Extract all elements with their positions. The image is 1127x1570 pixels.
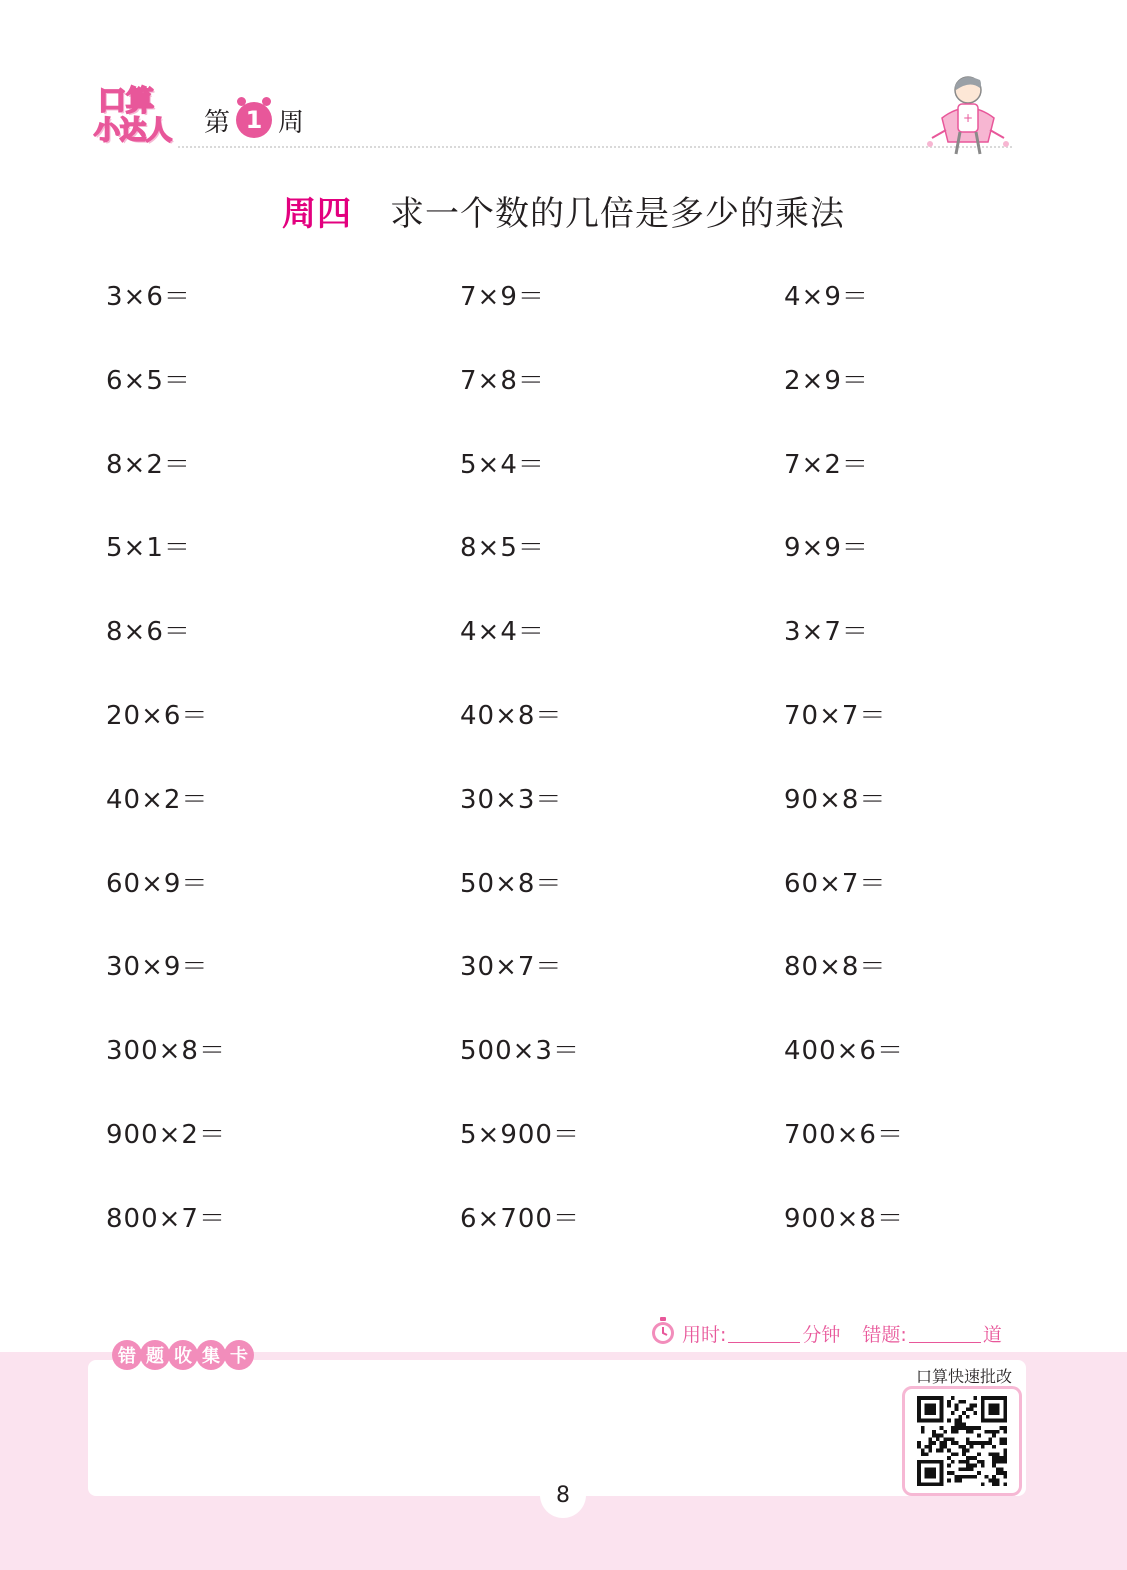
problem-item: 40×8＝ bbox=[460, 701, 563, 731]
problem-item: 8×2＝ bbox=[106, 450, 191, 480]
week-prefix: 第 bbox=[204, 107, 231, 138]
errors-blank[interactable] bbox=[909, 1324, 981, 1343]
problem-item: 7×2＝ bbox=[784, 450, 869, 480]
week-suffix: 周 bbox=[278, 107, 305, 138]
problem-item: 6×5＝ bbox=[106, 366, 191, 396]
problem-item: 20×6＝ bbox=[106, 701, 209, 731]
collect-char: 错 bbox=[112, 1340, 142, 1370]
problem-item: 500×3＝ bbox=[460, 1036, 580, 1066]
problem-item: 3×6＝ bbox=[106, 282, 191, 312]
problem-item: 5×900＝ bbox=[460, 1120, 580, 1150]
problem-item: 800×7＝ bbox=[106, 1204, 226, 1234]
problem-item: 50×8＝ bbox=[460, 869, 563, 899]
page-number: 8 bbox=[540, 1472, 586, 1518]
problem-item: 2×9＝ bbox=[784, 366, 869, 396]
problem-item: 4×4＝ bbox=[460, 617, 545, 647]
collect-char: 集 bbox=[196, 1340, 226, 1370]
title-topic: 求一个数的几倍是多少的乘法 bbox=[390, 194, 845, 234]
qr-label: 口算快速批改 bbox=[915, 1367, 1012, 1386]
title-day: 周四 bbox=[282, 194, 352, 234]
problem-item: 60×7＝ bbox=[784, 869, 887, 899]
problem-item: 900×8＝ bbox=[784, 1204, 904, 1234]
problem-item: 5×1＝ bbox=[106, 533, 191, 563]
problem-item: 7×9＝ bbox=[460, 282, 545, 312]
problem-item: 80×8＝ bbox=[784, 952, 887, 982]
problem-item: 700×6＝ bbox=[784, 1120, 904, 1150]
collect-char: 题 bbox=[140, 1340, 170, 1370]
problem-item: 300×8＝ bbox=[106, 1036, 226, 1066]
problem-item: 3×7＝ bbox=[784, 617, 869, 647]
problem-item: 400×6＝ bbox=[784, 1036, 904, 1066]
problem-item: 30×3＝ bbox=[460, 785, 563, 815]
time-label: 用时: bbox=[682, 1323, 727, 1346]
problem-item: 40×2＝ bbox=[106, 785, 209, 815]
qr-code-icon[interactable] bbox=[902, 1386, 1022, 1496]
logo-line-1: 口算 bbox=[98, 84, 155, 117]
svg-text:+: + bbox=[962, 111, 974, 125]
problem-item: 8×6＝ bbox=[106, 617, 191, 647]
logo-line-2: 小达人 bbox=[94, 116, 173, 146]
timing-line bbox=[650, 1318, 1002, 1348]
collect-char: 卡 bbox=[224, 1340, 254, 1370]
problem-item: 4×9＝ bbox=[784, 282, 869, 312]
week-number-badge: 1 bbox=[236, 102, 272, 138]
errors-unit: 道 bbox=[982, 1323, 1002, 1346]
problem-item: 60×9＝ bbox=[106, 869, 209, 899]
time-blank[interactable] bbox=[728, 1324, 800, 1343]
problem-item: 900×2＝ bbox=[106, 1120, 226, 1150]
problem-item: 5×4＝ bbox=[460, 450, 545, 480]
stopwatch-icon bbox=[650, 1317, 676, 1350]
problem-item: 8×5＝ bbox=[460, 533, 545, 563]
problem-item: 70×7＝ bbox=[784, 701, 887, 731]
time-unit: 分钟 bbox=[802, 1323, 841, 1346]
mistake-collection-tag bbox=[112, 1340, 252, 1370]
problem-item: 90×8＝ bbox=[784, 785, 887, 815]
collect-char: 收 bbox=[168, 1340, 198, 1370]
errors-label: 错题: bbox=[862, 1323, 907, 1346]
problem-item: 30×7＝ bbox=[460, 952, 563, 982]
problem-item: 9×9＝ bbox=[784, 533, 869, 563]
problem-item: 7×8＝ bbox=[460, 366, 545, 396]
problem-item: 30×9＝ bbox=[106, 952, 209, 982]
problem-item: 6×700＝ bbox=[460, 1204, 580, 1234]
